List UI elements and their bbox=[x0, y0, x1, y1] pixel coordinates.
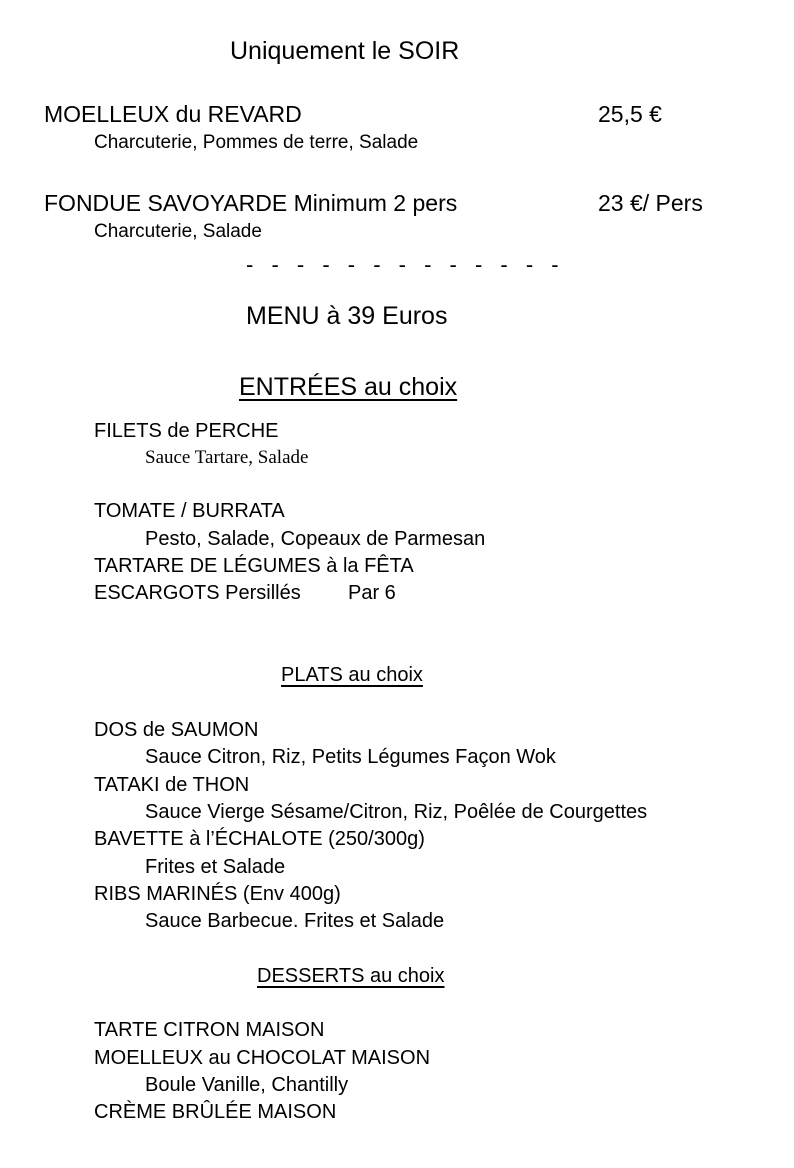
menu-item-name: TOMATE / BURRATA bbox=[94, 500, 285, 522]
menu-item-description: Pesto, Salade, Copeaux de Parmesan bbox=[145, 528, 486, 550]
menu-item-description: Sauce Barbecue. Frites et Salade bbox=[145, 910, 445, 932]
menu-item-description: Sauce Tartare, Salade bbox=[145, 447, 309, 468]
menu-item-description: Sauce Citron, Riz, Petits Légumes Façon Wok bbox=[145, 746, 556, 768]
separator: - - - - - - - - - - - - - bbox=[246, 252, 565, 277]
menu-title: MENU à 39 Euros bbox=[246, 302, 448, 330]
menu-item-name: BAVETTE à l’ÉCHALOTE (250/300g) bbox=[94, 828, 425, 850]
menu-item-name: MOELLEUX au CHOCOLAT MAISON bbox=[94, 1047, 431, 1069]
menu-item-description: Boule Vanille, Chantilly bbox=[145, 1074, 349, 1096]
menu-item-extra: Par 6 bbox=[348, 582, 396, 604]
plats-heading: PLATS au choix bbox=[281, 664, 423, 686]
menu-item-name: FILETS de PERCHE bbox=[94, 420, 279, 442]
menu-item-name: RIBS MARINÉS (Env 400g) bbox=[94, 883, 341, 905]
special-name: MOELLEUX du REVARD bbox=[44, 101, 302, 127]
special-price: 25,5 € bbox=[598, 101, 662, 127]
menu-item-name: TARTE CITRON MAISON bbox=[94, 1019, 325, 1041]
menu-item-name: ESCARGOTS Persillés bbox=[94, 582, 301, 604]
menu-item-description: Frites et Salade bbox=[145, 856, 286, 878]
special-name: FONDUE SAVOYARDE Minimum 2 pers bbox=[44, 190, 458, 216]
menu-item-description: Sauce Vierge Sésame/Citron, Riz, Poêlée de Courgettes bbox=[145, 801, 648, 823]
menu-item-name: DOS de SAUMON bbox=[94, 719, 259, 741]
special-description: Charcuterie, Salade bbox=[94, 221, 262, 242]
menu-item-name: TARTARE DE LÉGUMES à la FÊTA bbox=[94, 555, 414, 577]
menu-item-name: TATAKI de THON bbox=[94, 774, 250, 796]
special-description: Charcuterie, Pommes de terre, Salade bbox=[94, 132, 419, 153]
menu-item-name: CRÈME BRÛLÉE MAISON bbox=[94, 1101, 337, 1123]
entrees-heading: ENTRÉES au choix bbox=[239, 373, 458, 401]
desserts-heading: DESSERTS au choix bbox=[257, 965, 445, 987]
page-title: Uniquement le SOIR bbox=[230, 37, 460, 65]
special-price: 23 €/ Pers bbox=[598, 190, 703, 216]
